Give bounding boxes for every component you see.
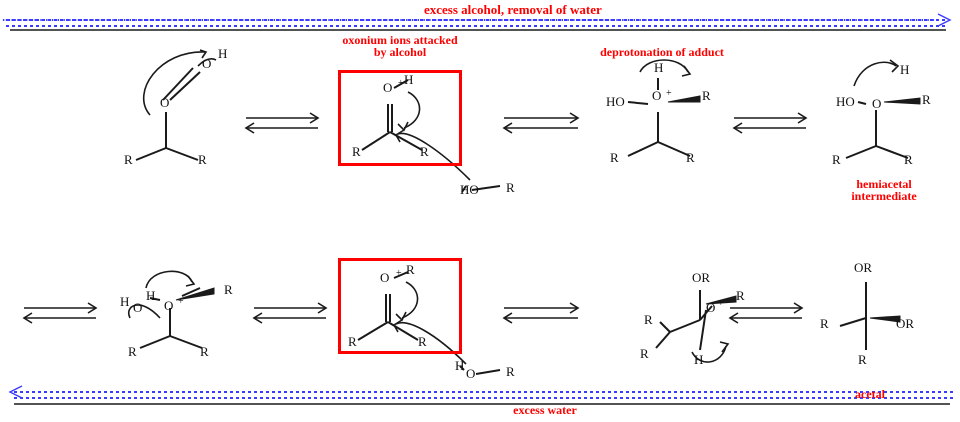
atom-r: R <box>200 344 209 359</box>
atom-h: H <box>455 358 465 373</box>
atom-r: R <box>348 334 357 349</box>
equilibrium-arrow-3 <box>734 113 806 133</box>
atom-r: R <box>420 144 429 159</box>
atom-r: R <box>128 344 137 359</box>
atom-ho: HO <box>460 182 479 197</box>
atom-or: OR <box>896 316 915 331</box>
atom-o: O <box>466 366 476 381</box>
atom-or: OR <box>692 270 711 285</box>
charge-plus: + <box>398 78 404 89</box>
atom-r: R <box>904 152 913 167</box>
label-acetal: acetal <box>855 387 885 401</box>
atom-h2o: H <box>120 294 130 309</box>
atom-or: OR <box>854 260 873 275</box>
atom-h: H <box>404 72 414 87</box>
bottom-long-arrow <box>10 386 954 401</box>
atom-o: O <box>160 95 170 110</box>
equilibrium-arrow-7 <box>730 303 802 323</box>
atom-h: H <box>146 288 156 303</box>
atom-h: H <box>694 352 704 367</box>
structure-acetal <box>840 282 900 350</box>
atom-r: R <box>418 334 427 349</box>
atom-r: R <box>832 152 841 167</box>
equilibrium-arrow-4 <box>24 303 96 323</box>
atom-o: O <box>706 300 716 315</box>
charge-plus: + <box>396 268 402 279</box>
atom-h: H <box>654 60 664 75</box>
equilibrium-arrow-1 <box>246 113 318 133</box>
atom-r: R <box>352 144 361 159</box>
atom-r: R <box>406 262 415 277</box>
atom-o: O <box>652 88 662 103</box>
charge-plus: + <box>666 88 672 99</box>
atom-o: O <box>383 80 393 95</box>
atom-ho: HO <box>606 94 625 109</box>
atom-r: R <box>686 150 695 165</box>
atom-o: O <box>202 56 212 71</box>
bottom-condition-label: excess water <box>513 403 577 417</box>
atom-o: O <box>164 298 174 313</box>
atom-h: H <box>218 46 228 61</box>
structure-protonated-adduct <box>628 60 700 156</box>
atom-r: R <box>124 152 133 167</box>
top-condition-label: excess alcohol, removal of water <box>424 2 602 17</box>
label-hemiacetal-intermediate: hemiacetal intermediate <box>851 177 917 203</box>
atom-r: R <box>702 88 711 103</box>
equilibrium-arrow-5 <box>254 303 326 323</box>
charge-plus: + <box>718 298 724 309</box>
atom-r: R <box>610 150 619 165</box>
label-oxonium-attack: oxonium ions attacked by alcohol <box>342 33 458 59</box>
atom-r: R <box>506 364 515 379</box>
atom-r: R <box>922 92 931 107</box>
top-long-arrow <box>3 14 950 26</box>
atom-o: O <box>133 300 143 315</box>
label-deprotonation: deprotonation of adduct <box>600 45 724 59</box>
atom-ho: HO <box>836 94 855 109</box>
atom-r: R <box>644 312 653 327</box>
atom-r: R <box>736 288 745 303</box>
atom-r: R <box>820 316 829 331</box>
atom-h: H <box>900 62 910 77</box>
atom-r: R <box>640 346 649 361</box>
atom-o: O <box>872 96 882 111</box>
atom-r: R <box>506 180 515 195</box>
atom-r: R <box>224 282 233 297</box>
atom-r: R <box>198 152 207 167</box>
atom-o: O <box>380 270 390 285</box>
charge-plus: + <box>178 296 184 307</box>
atom-r: R <box>858 352 867 367</box>
equilibrium-arrow-6 <box>504 303 578 323</box>
equilibrium-arrow-2 <box>504 113 578 133</box>
